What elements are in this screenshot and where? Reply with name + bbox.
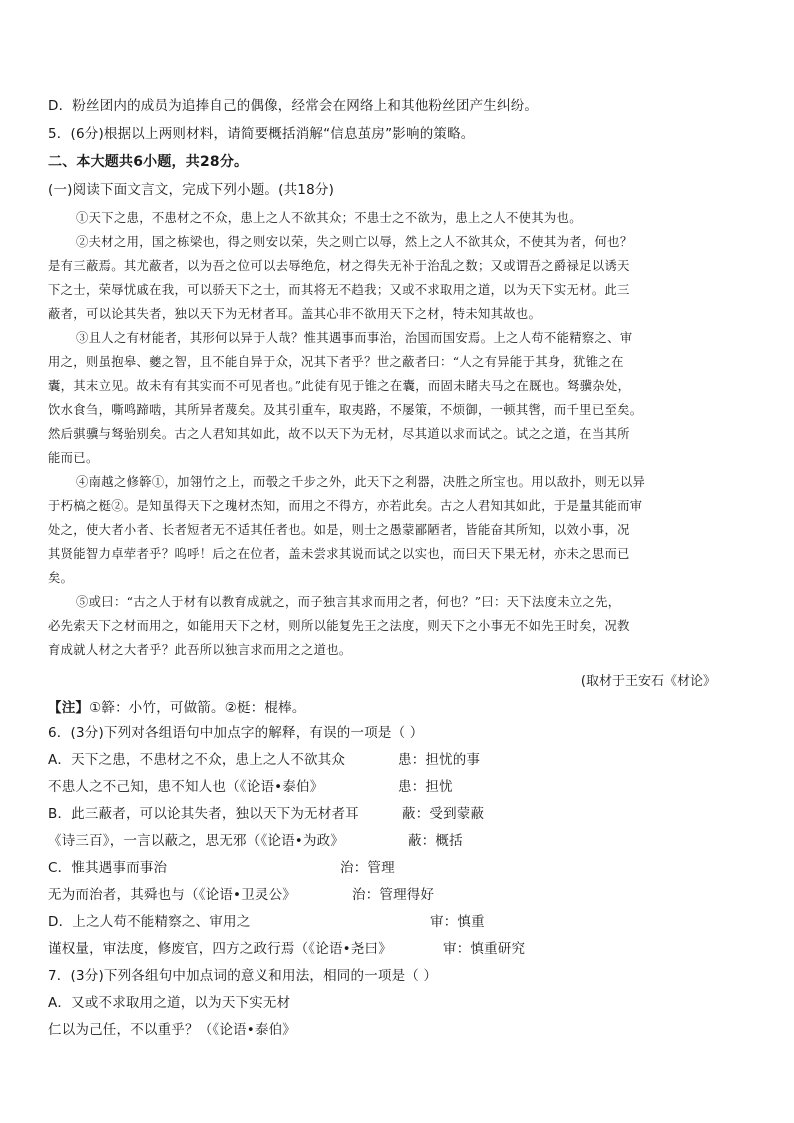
q6-d-explanation2: 审：慎重研究 xyxy=(443,941,526,957)
footnote-text: ①簳：小竹，可做箭。②梃：棍棒。 xyxy=(89,700,306,716)
q7-stem: 7．(3分)下列各组句中加点词的意义和用法，相同的一项是（ ） xyxy=(48,968,438,984)
passage-line: 用之，则虽抱皋、夔之智，且不能自异于众，况其下者乎？世之蔽者曰：“人之有异能于其身，犹锥之在 xyxy=(48,355,624,369)
q6-d-explanation: 审：慎重 xyxy=(430,914,485,930)
passage-line: 于朽槁之梃②。是知虽得天下之瑰材杰知，而用之不得方，亦若此矣。古之人君知其如此，于是量其能而审 xyxy=(48,499,643,513)
q6-b-explanation: 蔽：受到蒙蔽 xyxy=(402,806,485,822)
q5-text: 5．(6分)根据以上两则材料，请简要概括消解“信息茧房”影响的策略。 xyxy=(48,126,475,142)
section-heading: 二、本大题共6小题，共28分。 xyxy=(48,154,249,170)
passage-line: 育成就人材之大者乎？此吾所以独言求而用之之道也。 xyxy=(48,643,352,657)
q6-c-sentence: C．惟其遇事而事治 xyxy=(48,860,168,876)
q6-a-sentence2: 不患人之不己知，患不知人也（《论语•泰伯》 xyxy=(48,779,324,795)
q6-a-sentence: A．天下之患，不患材之不众，患上之人不欲其众 xyxy=(48,752,346,768)
q6-c-sentence2: 无为而治者，其舜也与（《论语•卫灵公》 xyxy=(48,887,297,903)
passage-line: 饮水食刍，嘶鸣蹄啮，其所异者蔑矣。及其引重车，取夷路，不屡策，不烦御，一顿其辔，而千里已至矣。 xyxy=(48,403,643,417)
passage-line: 下之士，荣辱忧戚在我，可以骄天下之士，而其将无不趋我；又或不求取用之道，以为天下实无材。此三 xyxy=(48,283,630,297)
footnote-tag: 【注】 xyxy=(48,700,90,716)
passage-line: 其贤能智力卓荦者乎？呜呼！后之在位者，盖未尝求其说而试之以实也，而曰天下果无材，亦未之思而已 xyxy=(48,547,630,561)
q6-d-sentence2: 谨权量，审法度，修废官，四方之政行焉（《论语•尧曰》 xyxy=(48,941,392,957)
passage-line: 矣。 xyxy=(48,571,74,585)
q6-d-sentence: D．上之人苟不能精察之、审用之 xyxy=(48,914,251,930)
passage-line: ⑤或曰：“古之人于材有以教育成就之，而子独言其求而用之者，何也？”曰：天下法度未立之先， xyxy=(76,595,621,609)
passage-line: ①天下之患，不患材之不众，患上之人不欲其众；不患士之不欲为，患上之人不使其为也。 xyxy=(76,211,582,225)
passage-line: ③且人之有材能者，其形何以异于人哉？惟其遇事而事治，治国而国安焉。上之人苟不能精察之、审 xyxy=(76,331,633,345)
passage-line: 必先索天下之材而用之，如能用天下之材，则所以能复先王之法度，则天下之小事无不如先王时矣，况教 xyxy=(48,619,630,633)
q7-option-a-line1: A．又或不求取用之道，以为天下实无材 xyxy=(48,995,291,1011)
q6-c-explanation: 治：管理 xyxy=(340,860,395,876)
q6-stem: 6．(3分)下列对各组语句中加点字的解释，有误的一项是（ ） xyxy=(48,725,424,741)
q6-b-sentence: B．此三蔽者，可以论其失者，独以天下为无材者耳 xyxy=(48,806,359,822)
q6-a-explanation: 患：担忧的事 xyxy=(398,752,481,768)
passage-source: (取材于王安石《材论》 xyxy=(580,674,716,689)
passage-line: 能而已。 xyxy=(48,451,99,465)
passage-line: 蔽者，可以论其失者，独以天下为无材者耳。盖其心非不欲用天下之材，特未知其故也。 xyxy=(48,307,542,321)
q6-b-explanation2: 蔽：概括 xyxy=(408,833,463,849)
q4-option-d: D．粉丝团内的成员为追捧自己的偶像，经常会在网络上和其他粉丝团产生纠纷。 xyxy=(48,98,539,114)
footnote xyxy=(48,698,306,718)
passage-line: 然后骐骥与驽骀别矣。古之人君知其如此，故不以天下为无材，尽其道以求而试之。试之之道，在当其所 xyxy=(48,427,630,441)
passage-line: ④南越之修簳①，加翎竹之上，而彀之千步之外，此天下之利器，决胜之所宝也。用以敌扑，则无以异 xyxy=(76,475,646,489)
section-intro: (一)阅读下面文言文，完成下列小题。(共18分) xyxy=(48,182,335,198)
q6-a-explanation2: 患：担忧 xyxy=(398,779,453,795)
passage-line: 是有三蔽焉。其尤蔽者，以为吾之位可以去辱绝危，材之得失无补于治乱之数；又或谓吾之爵禄足以诱天 xyxy=(48,259,630,273)
passage-line: 处之，使大者小者、长者短者无不适其任者也。如是，则士之愚蒙鄙陋者，皆能奋其所知，以效小事，况 xyxy=(48,523,630,537)
q6-b-sentence2: 《诗三百》，一言以蔽之，思无邪（《论语•为政》 xyxy=(48,833,345,849)
q6-c-explanation2: 治：管理得好 xyxy=(352,887,435,903)
passage-line: ②夫材之用，国之栋梁也，得之则安以荣，失之则亡以辱，然上之人不欲其众，不使其为者，何也？ xyxy=(76,235,633,249)
passage-line: 囊，其末立见。故未有有其实而不可见者也。”此徒有见于锥之在囊，而固未睹夫马之在厩也。驽骥杂处， xyxy=(48,379,631,393)
q6-option-a-line1 xyxy=(48,750,345,770)
q7-option-a-line2: 仁以为己任，不以重乎？（《论语•泰伯》 xyxy=(48,1022,297,1038)
